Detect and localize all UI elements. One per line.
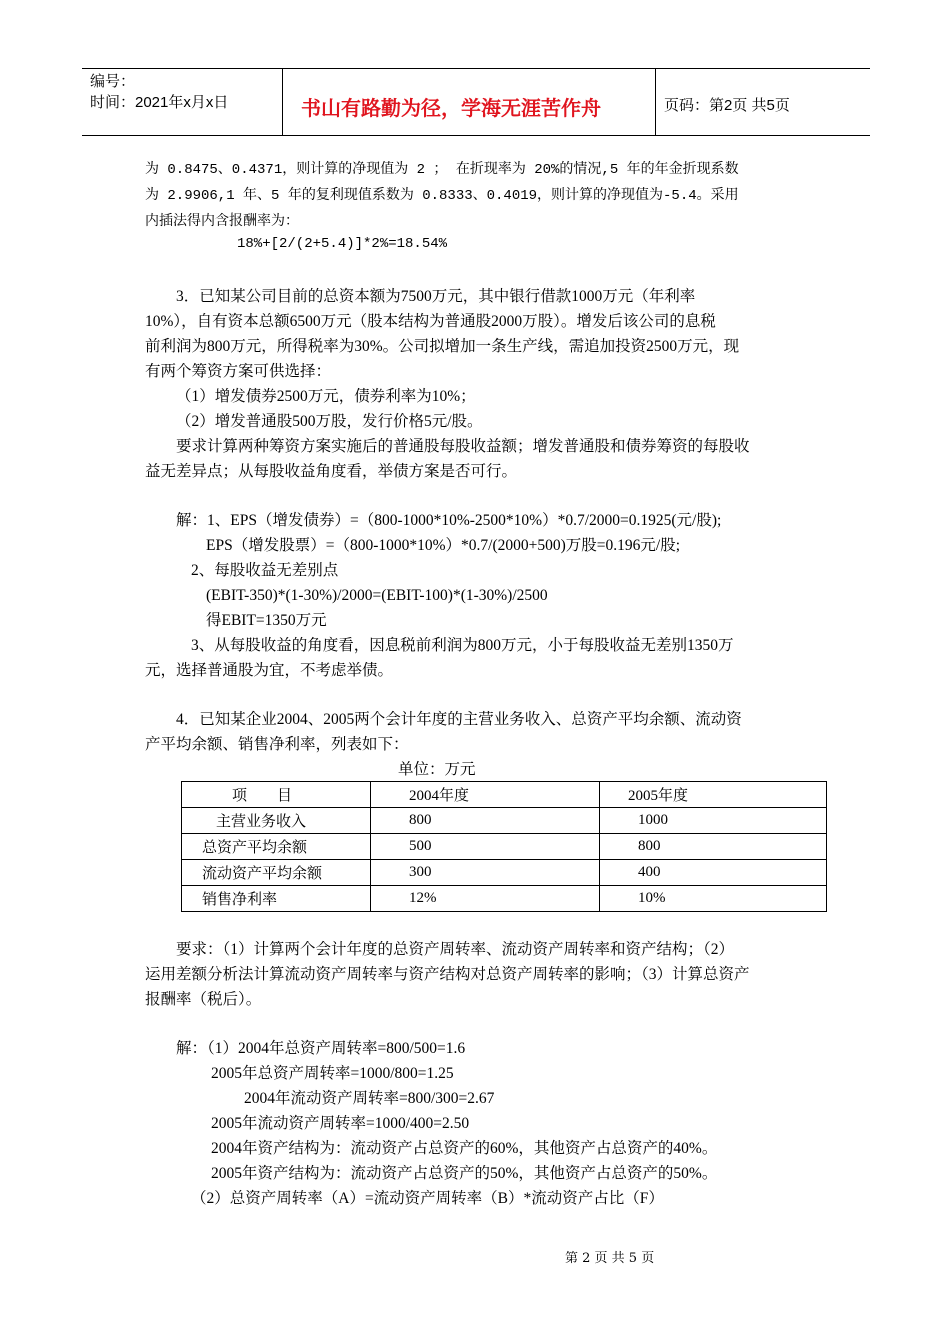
table-header-cell: 项 目 xyxy=(182,782,371,808)
solution-4-line: （2）总资产周转率（A）=流动资产周转率（B）*流动资产占比（F） xyxy=(191,1190,664,1207)
table-cell: 总资产平均余额 xyxy=(182,834,371,860)
solution-4-line: 2004年资产结构为：流动资产占总资产的60%，其他资产占总资产的40%。 xyxy=(211,1140,718,1157)
text-line: 内插法得内含报酬率为： xyxy=(145,214,299,230)
header-serial-label: 编号： xyxy=(90,73,136,90)
table-row xyxy=(182,834,827,860)
answer-3-line: EPS（增发股票）=（800-1000*10%）*0.7/(2000+500)万股=0.196元/股; xyxy=(206,537,680,554)
table-cell: 销售净利率 xyxy=(182,886,371,912)
requirement-line: 运用差额分析法计算流动资产周转率与资产结构对总资产周转率的影响；（3）计算总资产 xyxy=(145,966,750,983)
table-row xyxy=(182,860,827,886)
question-3-option: （2）增发普通股500万股，发行价格5元/股。 xyxy=(176,413,483,430)
solution-4-line: 解：（1）2004年总资产周转率=800/500=1.6 xyxy=(176,1040,466,1057)
table-cell: 800 xyxy=(600,834,827,860)
header-time-label: 时间：2021年x月x日 xyxy=(90,94,229,111)
requirement-line: 要求：（1）计算两个会计年度的总资产周转率、流动资产周转率和资产结构；（2） xyxy=(176,941,735,958)
solution-4-line: 2005年总资产周转率=1000/800=1.25 xyxy=(211,1065,454,1082)
answer-3-line: (EBIT-350)*(1-30%)/2000=(EBIT-100)*(1-30%)/2500 xyxy=(206,587,548,604)
header-divider-right xyxy=(655,68,656,136)
answer-3-line: 元，选择普通股为宜，不考虑举债。 xyxy=(145,662,394,679)
answer-3-line: 2、每股收益无差别点 xyxy=(191,562,339,579)
formula-line: 18%+[2/(2+5.4)]*2%=18.54% xyxy=(237,236,448,252)
table-cell: 1000 xyxy=(600,808,827,834)
header-top-rule xyxy=(82,68,870,69)
page-footer: 第 2 页 共 5 页 xyxy=(565,1251,655,1266)
table-row xyxy=(182,808,827,834)
table-cell: 流动资产平均余额 xyxy=(182,860,371,886)
header-bottom-rule xyxy=(82,135,870,136)
question-3-option: （1）增发债券2500万元，债券利率为10%； xyxy=(176,388,476,405)
text-line: 为 0.8475、0.4371，则计算的净现值为 2 ； 在折现率为 20%的情况,5 年的年金折现系数 xyxy=(145,162,739,178)
table-cell: 400 xyxy=(600,860,827,886)
table-header-cell: 2004年度 xyxy=(371,782,600,808)
answer-3-line: 得EBIT=1350万元 xyxy=(206,612,327,629)
table-cell: 12% xyxy=(371,886,600,912)
table-header-row xyxy=(182,782,827,808)
answer-3-line: 解：1、EPS（增发债券）=（800-1000*10%-2500*10%）*0.7/2000=0.1925(元/股); xyxy=(176,512,722,529)
answer-3-line: 3、从每股收益的角度看，因息税前利润为800万元，小于每股收益无差别1350万 xyxy=(191,637,734,654)
requirement-line: 报酬率（税后）。 xyxy=(145,991,262,1008)
header-divider-left xyxy=(282,68,283,136)
table-cell: 500 xyxy=(371,834,600,860)
solution-4-line: 2004年流动资产周转率=800/300=2.67 xyxy=(244,1090,495,1107)
question-3-line: 前利润为800万元，所得税率为30%。公司拟增加一条生产线，需追加投资2500万元，现 xyxy=(145,338,740,355)
question-3-line: 10%），自有资本总额6500万元（股本结构为普通股2000万股）。增发后该公司的息税 xyxy=(145,313,716,330)
header-page-label: 页码：第2页 共5页 xyxy=(664,97,790,114)
question-4-line: 4．已知某企业2004、2005两个会计年度的主营业务收入、总资产平均余额、流动资 xyxy=(176,711,742,728)
data-table xyxy=(181,781,827,912)
text-line: 为 2.9906,1 年、5 年的复利现值系数为 0.8333、0.4019，则计算的净现值为-5.4。采用 xyxy=(145,188,739,204)
table-cell: 800 xyxy=(371,808,600,834)
table-cell: 300 xyxy=(371,860,600,886)
header-motto: 书山有路勤为径，学海无涯苦作舟 xyxy=(301,96,601,120)
question-3-line: 益无差异点；从每股收益角度看，举债方案是否可行。 xyxy=(145,463,518,480)
table-cell: 10% xyxy=(600,886,827,912)
question-3-line: 有两个筹资方案可供选择： xyxy=(145,363,332,380)
table-row xyxy=(182,886,827,912)
solution-4-line: 2005年流动资产周转率=1000/400=2.50 xyxy=(211,1115,470,1132)
table-header-cell: 2005年度 xyxy=(600,782,827,808)
table-unit-label: 单位：万元 xyxy=(398,761,476,778)
question-4-line: 产平均余额、销售净利率，列表如下： xyxy=(145,736,409,753)
table-cell: 主营业务收入 xyxy=(182,808,371,834)
question-3-line: 3．已知某公司目前的总资本额为7500万元，其中银行借款1000万元（年利率 xyxy=(176,288,696,305)
solution-4-line: 2005年资产结构为：流动资产占总资产的50%，其他资产占总资产的50%。 xyxy=(211,1165,718,1182)
question-3-line: 要求计算两种筹资方案实施后的普通股每股收益额；增发普通股和债券筹资的每股收 xyxy=(176,438,750,455)
